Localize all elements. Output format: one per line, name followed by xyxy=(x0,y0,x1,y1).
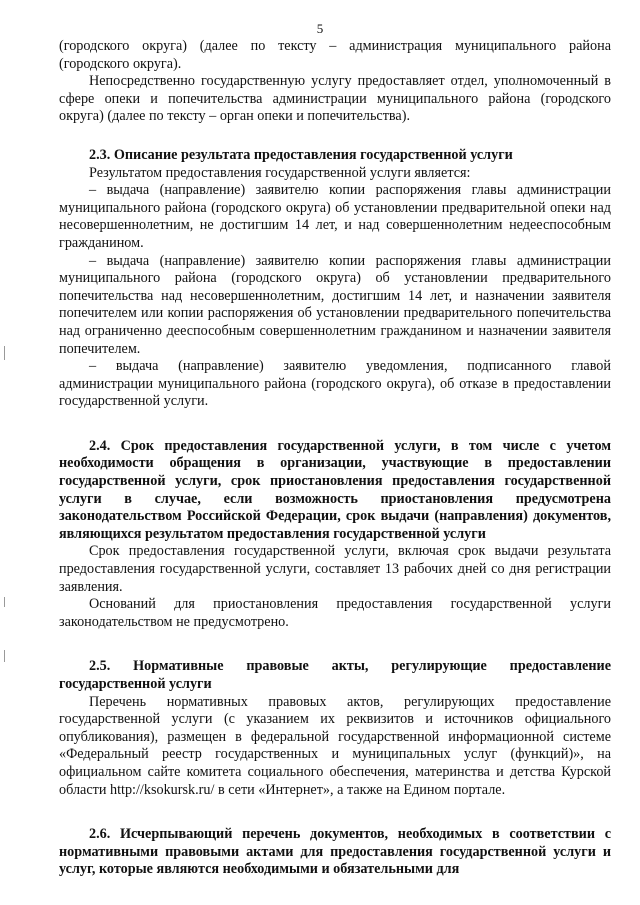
paragraph: (городского округа) (далее по тексту – администрация муниципального района (городского округа). xyxy=(59,38,611,72)
paragraph: Срок предоставления государственной услуги, включая срок выдачи результата предоставления государственной услуги, составляет 13 рабочих дней со дня регистрации заявления. xyxy=(59,543,611,595)
section-heading: 2.3. Описание результата предоставления государственной услуги xyxy=(89,146,513,163)
paragraph: – выдача (направление) заявителю уведомления, подписанного главой администрации муниципального района (городского округа), об отказе в предоставлении государственной услуги. xyxy=(59,358,611,410)
section-heading: 2.5. Нормативные правовые акты, регулирующие предоставление государственной услуги xyxy=(59,658,611,692)
document-body xyxy=(59,38,611,879)
paragraph: Результатом предоставления государственной услуги является: xyxy=(89,164,471,181)
scan-margin-mark xyxy=(4,650,5,662)
section-heading: 2.4. Срок предоставления государственной услуги, в том числе с учетом необходимости обращения в организации, участвующие в предоставлении государственной услуги, срок приостановления предоставления государственной услуги в случае, если возможность приостановления предусмотрена законодательством Российской Федерации, срок выдачи (направления) документов, являющихся результатом предоставления государственной услуги xyxy=(59,437,611,542)
scan-margin-mark xyxy=(4,597,5,607)
paragraph: Перечень нормативных правовых актов, регулирующих предоставление государственной услуги (с указанием их реквизитов и источников официального опубликования), размещен в федеральной государственной информационной системе «Федеральный реестр государственных и муниципальных услуг (функций)», на официальном сайте комитета социального обеспечения, материнства и детства Курской области http://ksokursk.ru/ в сети «Интернет», а также на Едином портале. xyxy=(59,693,611,798)
paragraph: Оснований для приостановления предоставления государственной услуги законодательством не предусмотрено. xyxy=(59,596,611,630)
page-number: 5 xyxy=(316,21,324,36)
section-heading: 2.6. Исчерпывающий перечень документов, необходимых в соответствии с нормативными правовыми актами для предоставления государственной услуги и услуг, которые являются необходимыми и обязательными для xyxy=(59,826,611,878)
paragraph: – выдача (направление) заявителю копии распоряжения главы администрации муниципального района (городского округа) об установлении предварительной опеки над несовершеннолетним, не достигшим 14 лет, и над совершеннолетним недееспособным гражданином. xyxy=(59,182,611,251)
paragraph: – выдача (направление) заявителю копии распоряжения главы администрации муниципального района (городского округа) об установлении предварительного попечительства над несовершеннолетним, достигшим 14 лет, и назначении заявителя попечителем или копии распоряжения об установлении предварительного попечительства над ограниченно дееспособным совершеннолетним гражданином и назначении заявителя попечителем. xyxy=(59,252,611,357)
scan-margin-mark xyxy=(4,346,5,360)
paragraph: Непосредственно государственную услугу предоставляет отдел, уполномоченный в сфере опеки и попечительства администрации муниципального района (городского округа) (далее по тексту – орган опеки и попечительства). xyxy=(59,73,611,125)
